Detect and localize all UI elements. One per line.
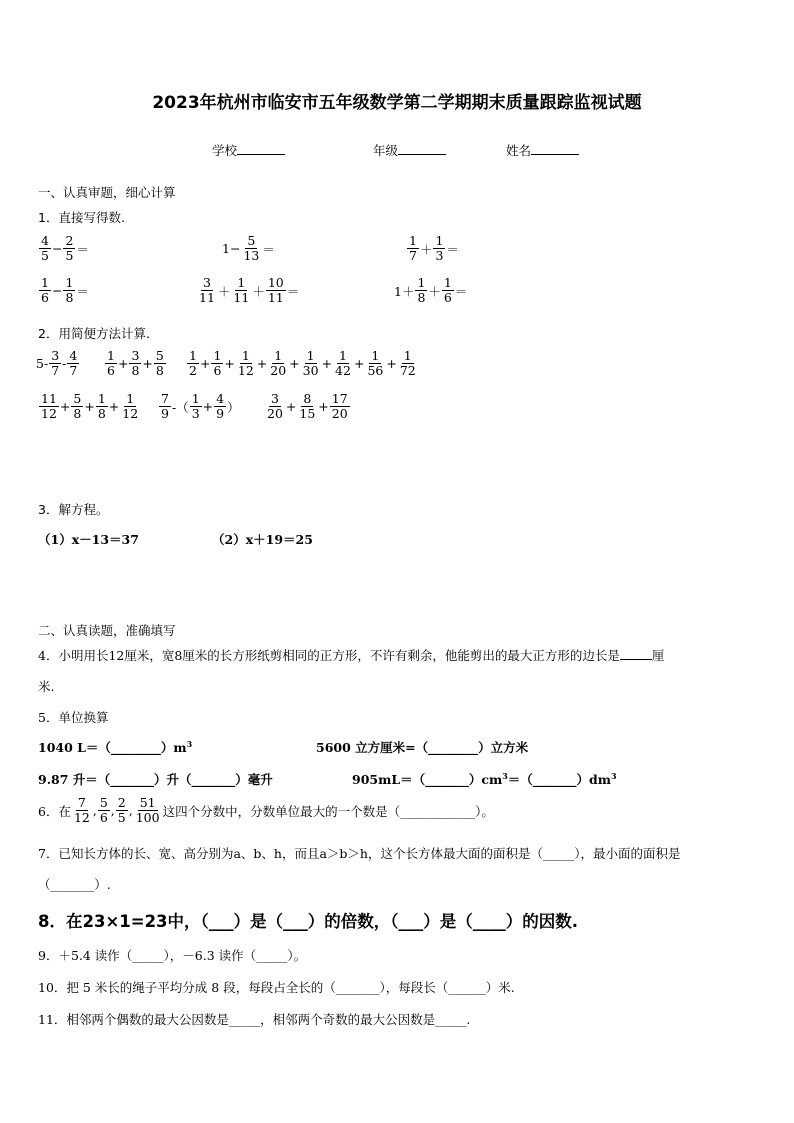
section2-heading: 二、认真读题，准确填写 (38, 623, 176, 638)
q2-expr-2: $\frac{1}{6}$ + $\frac{3}{8}$ + $\frac{5}{8}$ (107, 348, 164, 379)
q6: 6．在 $\frac{7}{12}$ , $\frac{5}{6}$ , $\frac{2}{5}$ , $\frac{51}{100}$ 这四个分数中，分数单位最大的一个数是（____________）。 (38, 795, 494, 826)
q7: 7．已知长方体的长、宽、高分别为a、b、h，而且a＞b＞h，这个长方体最大面的面积是（_____），最小面的面积是 (38, 846, 681, 861)
q5-label: 5．单位换算 (38, 710, 109, 725)
q9: 9．＋5.4 读作（_____），－6.3 读作（_____）。 (38, 948, 307, 963)
fraction: $\frac{1}{8}$ (65, 275, 74, 306)
fraction: $\frac{1}{8}$ (97, 391, 106, 422)
fraction: $\frac{5}{8}$ (73, 391, 82, 422)
school-field[interactable]: 学校 (212, 141, 285, 159)
q1-expr-1: $\frac{4}{5}$ − $\frac{2}{5}$ ＝ (41, 233, 89, 264)
q2-expr-3: $\frac{1}{2}$ + $\frac{1}{6}$ + $\frac{1}{12}$ + $\frac{1}{20}$ + $\frac{1}{30}$ + $\frac{1}{42}$ + $\frac{1}{56}$ + $\frac{1}{72}$ (189, 348, 416, 379)
fraction: $\frac{8}{15}$ (299, 391, 316, 422)
q1-expr-4: $\frac{1}{6}$ − $\frac{1}{8}$ ＝ (41, 275, 89, 306)
q5-line1a: 1040 $L=(\_\_\_\_\_\_\_\_)m^3$ (38, 738, 193, 755)
fraction: $\frac{3}{8}$ (131, 348, 140, 379)
fraction: $\frac{1}{12}$ (237, 348, 254, 379)
page-title: 2023年杭州市临安市五年级数学第二学期期末质量跟踪监视试题 (152, 93, 642, 113)
fraction: $\frac{1}{12}$ (122, 391, 139, 422)
q1-label: 1．直接写得数. (38, 210, 125, 225)
fraction: $\frac{5}{8}$ (155, 348, 164, 379)
q11: 11．相邻两个偶数的最大公因数是_____，相邻两个奇数的最大公因数是_____. (38, 1012, 471, 1027)
q3-label: 3．解方程。 (38, 502, 109, 517)
fraction: $\frac{1}{2}$ (189, 348, 197, 379)
fraction: $\frac{3}{20}$ (267, 391, 283, 422)
grade-field[interactable]: 年级 (373, 141, 446, 159)
fraction: $\frac{1}{56}$ (367, 348, 384, 379)
q5-line2b: $905mL=(\_\_\_\_\_\_\_)cm^3=(\_\_\_\_\_\_\_)dm^3$ (352, 770, 617, 787)
fraction: $\frac{1}{11}$ (233, 275, 250, 306)
fraction: $\frac{2}{5}$ (65, 233, 74, 264)
q1-expr-5: $\frac{3}{11}$ ＋ $\frac{1}{11}$ ＋ $\frac{10}{11}$ ＝ (199, 275, 300, 306)
q3-equation-1: （1）x－13＝37 (38, 532, 139, 547)
fraction: $\frac{5}{13}$ (243, 233, 260, 264)
fraction: $\frac{1}{6}$ (213, 348, 222, 379)
fraction: $\frac{4}{9}$ (216, 391, 225, 422)
fraction: $\frac{7}{9}$ (161, 391, 169, 422)
answer-blank[interactable] (620, 659, 652, 660)
section1-heading: 一、认真审题，细心计算 (38, 185, 176, 200)
fraction: $\frac{51}{100}$ (135, 795, 160, 826)
fraction: $\frac{1}{6}$ (107, 348, 115, 379)
q5-line2a: 9.87 升＝（_______）升（_______）毫升 (38, 772, 273, 787)
fraction: $\frac{4}{5}$ (41, 233, 49, 264)
q7-cont: （_______）. (38, 877, 111, 892)
fraction: $\frac{4}{7}$ (69, 348, 78, 379)
q2-expr-1: 5- $\frac{3}{7}$ - $\frac{4}{7}$ (36, 348, 78, 379)
fraction: $\frac{10}{11}$ (267, 275, 284, 306)
q2-expr-5: $\frac{7}{9}$ -（ $\frac{1}{3}$ + $\frac{4}{9}$ ） (161, 391, 240, 422)
q1-expr-3: $\frac{1}{7}$ ＋ $\frac{1}{3}$ ＝ (409, 233, 459, 264)
q2-expr-4: $\frac{11}{12}$ + $\frac{5}{8}$ + $\frac{1}{8}$ + $\frac{1}{12}$ (41, 391, 139, 422)
fraction: $\frac{3}{7}$ (51, 348, 60, 379)
fraction: $\frac{1}{8}$ (417, 275, 426, 306)
q10: 10．把 5 米长的绳子平均分成 8 段，每段占全长的（_______），每段长（______）米. (38, 980, 515, 995)
fraction: $\frac{1}{6}$ (41, 275, 49, 306)
fraction: $\frac{1}{20}$ (270, 348, 287, 379)
fraction: $\frac{7}{12}$ (73, 795, 90, 826)
fraction: $\frac{1}{72}$ (399, 348, 416, 379)
q4-cont: 米. (38, 679, 55, 694)
fraction: $\frac{1}{3}$ (435, 233, 444, 264)
fraction: $\frac{1}{42}$ (335, 348, 351, 379)
q1-expr-6: 1＋ $\frac{1}{8}$ ＋ $\frac{1}{6}$ ＝ (394, 275, 468, 306)
fraction: $\frac{1}{3}$ (191, 391, 200, 422)
q3-equation-2: （2）x＋19＝25 (212, 532, 313, 547)
fraction: $\frac{1}{7}$ (409, 233, 417, 264)
q4: 4．小明用长12厘米，宽8厘米的长方形纸剪相同的正方形，不许有剩余，他能剪出的最大正方形的边长是 厘 (38, 648, 665, 663)
q5-line1b: 5600 立方厘米=（________）立方米 (316, 740, 529, 755)
q1-expr-2: 1− $\frac{5}{13}$ ＝ (222, 233, 275, 264)
name-field[interactable]: 姓名 (506, 141, 579, 159)
fraction: $\frac{1}{6}$ (443, 275, 452, 306)
q8: 8．在23×1=23中，（___）是（___）的倍数，（___）是（____）的因数. (38, 912, 579, 931)
fraction: $\frac{5}{6}$ (99, 795, 108, 826)
fraction: $\frac{17}{20}$ (331, 391, 348, 422)
fraction: $\frac{11}{12}$ (41, 391, 57, 422)
q2-expr-6: $\frac{3}{20}$ + $\frac{8}{15}$ + $\frac{17}{20}$ (267, 391, 348, 422)
fraction: $\frac{3}{11}$ (199, 275, 215, 306)
fraction: $\frac{1}{30}$ (302, 348, 319, 379)
fraction: $\frac{2}{5}$ (117, 795, 126, 826)
q2-label: 2．用简便方法计算. (38, 326, 150, 341)
